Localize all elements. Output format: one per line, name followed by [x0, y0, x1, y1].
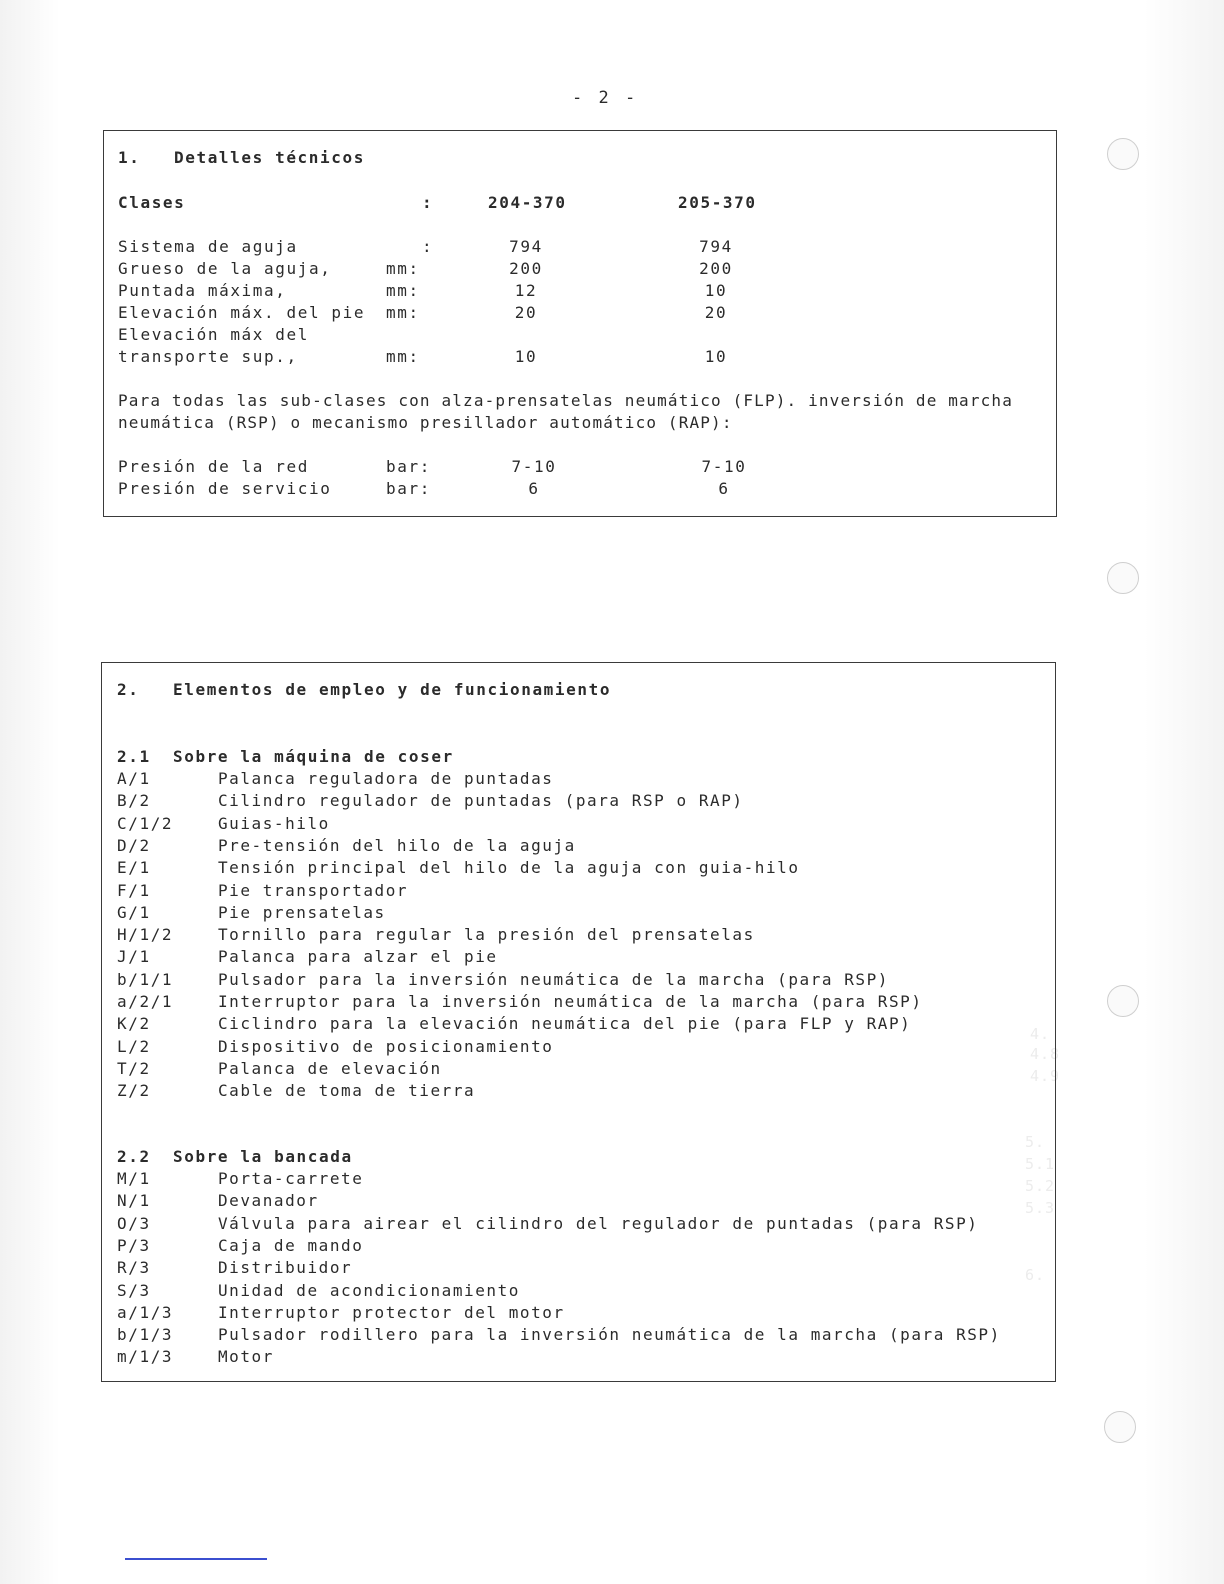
- class-1: 204-370: [488, 193, 567, 212]
- section-title: Elementos de empleo y de funcionamiento: [173, 680, 612, 699]
- item-code: A/1: [117, 769, 151, 788]
- pressure-row: [104, 479, 1056, 501]
- item-code: O/3: [117, 1213, 151, 1233]
- item-description: Palanca para alzar el pie: [218, 947, 498, 967]
- spec-value-2: 10: [704, 347, 728, 366]
- item-code: B/2: [117, 791, 151, 811]
- class-2: 205-370: [678, 193, 757, 212]
- item-code: F/1: [117, 880, 151, 900]
- item-code: b/1/3: [117, 1325, 174, 1345]
- pressure-unit: bar:: [386, 479, 431, 498]
- item-description: Pie transportador: [218, 880, 409, 900]
- list-item: [102, 858, 1055, 880]
- item-code: M/1: [117, 1169, 151, 1188]
- item-code: a/2/1: [117, 992, 174, 1011]
- item-code: T/2: [117, 1058, 151, 1078]
- item-description: Pre-tensión del hilo de la aguja: [218, 835, 576, 855]
- item-description: Ciclindro para la elevación neumática del pie (para FLP y RAP): [218, 1014, 912, 1034]
- item-code: E/1: [117, 858, 151, 878]
- list-item: [102, 1325, 1055, 1347]
- spec-unit: mm:: [386, 303, 420, 322]
- subsection-number: 2.1: [117, 747, 151, 766]
- bleed-through-text: 4.9: [1030, 1067, 1061, 1085]
- item-code: R/3: [117, 1258, 151, 1278]
- bleed-through-text: 4.: [1030, 1025, 1051, 1043]
- list-item: [102, 1059, 1055, 1081]
- pressure-label: Presión de servicio: [118, 479, 332, 498]
- list-item: [102, 992, 1055, 1014]
- technical-details-box: [103, 130, 1057, 517]
- punch-hole-icon: [1104, 1411, 1136, 1443]
- item-description: Tornillo para regular la presión del prensatelas: [218, 925, 755, 945]
- list-item: [102, 1191, 1055, 1213]
- item-description: Palanca reguladora de puntadas: [218, 769, 554, 788]
- item-code: K/2: [117, 1014, 151, 1034]
- spec-row: [104, 281, 1056, 303]
- spec-label: Puntada máxima,: [118, 281, 287, 300]
- item-code: C/1/2: [117, 813, 174, 833]
- page-edge-shadow-left: [0, 0, 60, 1584]
- item-description: Unidad de acondicionamiento: [218, 1280, 520, 1300]
- list-item: [102, 1258, 1055, 1280]
- spec-value-1: 794: [509, 237, 543, 256]
- list-item: [102, 1081, 1055, 1103]
- item-code: Z/2: [117, 1081, 151, 1101]
- item-description: Motor: [218, 1347, 274, 1367]
- spec-row: [104, 259, 1056, 281]
- pressure-value-2: 7-10: [701, 457, 747, 476]
- item-description: Pulsador rodillero para la inversión neumática de la marcha (para RSP): [218, 1325, 1001, 1345]
- list-item: [102, 1281, 1055, 1303]
- classes-row: [104, 193, 1056, 215]
- list-item: [102, 791, 1055, 813]
- section-number: 1.: [118, 148, 141, 167]
- spec-unit: mm:: [386, 281, 420, 300]
- item-code: a/1/3: [117, 1302, 174, 1322]
- pressure-value-1: 7-10: [511, 457, 557, 476]
- subsection-title: Sobre la bancada: [173, 1147, 353, 1166]
- item-description: Interruptor para la inversión neumática de la marcha (para RSP): [218, 992, 923, 1011]
- item-code: H/1/2: [117, 925, 174, 945]
- page-number: - 2 -: [572, 88, 639, 108]
- bleed-through-text: 5.1: [1025, 1155, 1056, 1173]
- item-description: Tensión principal del hilo de la aguja con guia-hilo: [218, 858, 800, 878]
- spec-label: Grueso de la aguja,: [118, 259, 332, 278]
- spec-row: [104, 237, 1056, 259]
- spec-value-1: 10: [514, 347, 538, 366]
- item-code: S/3: [117, 1280, 151, 1300]
- item-code: m/1/3: [117, 1347, 174, 1367]
- spec-value-2: 794: [699, 237, 733, 256]
- note-line: Para todas las sub-clases con alza-prensatelas neumático (FLP). inversión de marcha: [118, 391, 1013, 410]
- pressure-label: Presión de la red: [118, 457, 309, 476]
- list-item: [102, 881, 1055, 903]
- item-code: J/1: [117, 947, 151, 967]
- list-item: [102, 1014, 1055, 1036]
- item-description: Válvula para airear el cilindro del regulador de puntadas (para RSP): [218, 1213, 979, 1233]
- section-number: 2.: [117, 680, 140, 699]
- list-item: [102, 903, 1055, 925]
- classes-separator: :: [422, 193, 434, 212]
- item-code: b/1/1: [117, 969, 174, 989]
- punch-hole-icon: [1107, 138, 1139, 170]
- list-item: [102, 814, 1055, 836]
- list-item: [102, 1236, 1055, 1258]
- operating-elements-box: [101, 662, 1056, 1382]
- spec-value-2: 200: [699, 259, 733, 278]
- bleed-through-text: 5.: [1025, 1133, 1046, 1151]
- list-item: [102, 947, 1055, 969]
- item-description: Devanador: [218, 1191, 319, 1211]
- item-description: Guias-hilo: [218, 813, 330, 833]
- bleed-through-text: 5.3: [1025, 1199, 1056, 1217]
- punch-hole-icon: [1107, 985, 1139, 1017]
- item-description: Porta-carrete: [218, 1169, 364, 1188]
- list-item: [102, 970, 1055, 992]
- pressure-unit: bar:: [386, 457, 431, 476]
- spec-unit: mm:: [386, 259, 420, 278]
- list-item: [102, 925, 1055, 947]
- list-item: [102, 1169, 1055, 1191]
- item-description: Cilindro regulador de puntadas (para RSP o RAP): [218, 791, 744, 811]
- pressure-row: [104, 457, 1056, 479]
- spec-row: [104, 325, 1056, 347]
- spec-row: [104, 347, 1056, 369]
- item-code: P/3: [117, 1235, 151, 1255]
- list-item: [102, 1347, 1055, 1369]
- list-item: [102, 769, 1055, 791]
- spec-row: [104, 303, 1056, 325]
- item-code: D/2: [117, 835, 151, 855]
- spec-label: Sistema de aguja: [118, 237, 298, 256]
- spec-label: transporte sup.,: [118, 347, 298, 366]
- item-description: Interruptor protector del motor: [218, 1302, 565, 1322]
- spec-value-2: 10: [704, 281, 728, 300]
- spec-value-1: 12: [514, 281, 538, 300]
- list-item: [102, 1037, 1055, 1059]
- classes-label: Clases: [118, 193, 186, 212]
- spec-unit: mm:: [386, 347, 420, 366]
- item-code: N/1: [117, 1191, 151, 1211]
- item-code: G/1: [117, 902, 151, 922]
- spec-value-2: 20: [704, 303, 728, 322]
- item-description: Dispositivo de posicionamiento: [218, 1036, 554, 1056]
- item-code: L/2: [117, 1036, 151, 1056]
- spec-label: Elevación máx. del pie: [118, 303, 366, 322]
- list-item: [102, 1303, 1055, 1325]
- subsection-number: 2.2: [117, 1147, 151, 1166]
- list-item: [102, 1214, 1055, 1236]
- item-description: Distribuidor: [218, 1258, 353, 1278]
- underline-mark: [125, 1558, 267, 1560]
- section-title: Detalles técnicos: [174, 148, 365, 167]
- item-description: Pie prensatelas: [218, 902, 386, 922]
- spec-value-1: 20: [514, 303, 538, 322]
- spec-label: Elevación máx del: [118, 325, 309, 344]
- spec-unit: :: [422, 237, 434, 256]
- punch-hole-icon: [1107, 562, 1139, 594]
- item-description: Cable de toma de tierra: [218, 1081, 476, 1101]
- bleed-through-text: 5.2: [1025, 1177, 1056, 1195]
- pressure-value-2: 6: [718, 479, 730, 498]
- item-description: Caja de mando: [218, 1235, 364, 1255]
- subsection-title: Sobre la máquina de coser: [173, 747, 454, 766]
- bleed-through-text: 4.8: [1030, 1045, 1061, 1063]
- item-description: Pulsador para la inversión neumática de la marcha (para RSP): [218, 969, 889, 989]
- item-description: Palanca de elevación: [218, 1058, 442, 1078]
- bleed-through-text: 6.: [1025, 1266, 1046, 1284]
- page-edge-shadow-right: [1144, 0, 1224, 1584]
- spec-value-1: 200: [509, 259, 543, 278]
- list-item: [102, 836, 1055, 858]
- pressure-value-1: 6: [528, 479, 540, 498]
- note-line: neumática (RSP) o mecanismo presillador automático (RAP):: [118, 413, 733, 432]
